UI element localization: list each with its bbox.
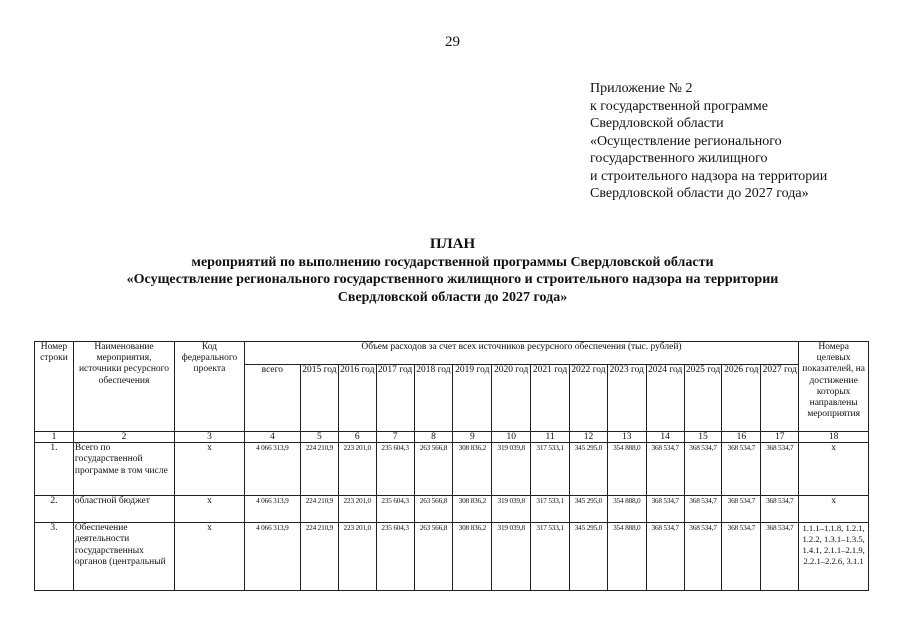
value-cell: 368 534,7: [761, 496, 799, 523]
header-expenses: Объем расходов за счет всех источников ресурсного обеспечения (тыс. рублей): [244, 342, 799, 365]
header-row-number: Номер строки: [35, 342, 74, 432]
value-cell: 223 201,0: [338, 496, 376, 523]
row-number: 2.: [35, 496, 74, 523]
row-name: Обеспечение деятельности государственных органов (центральный: [73, 523, 174, 591]
row-project-code: х: [175, 496, 245, 523]
header-year: 2023 год: [607, 365, 646, 432]
column-number: 16: [722, 432, 761, 443]
table-row: [35, 496, 869, 523]
value-cell: 317 533,1: [531, 523, 570, 591]
value-cell: 319 039,8: [492, 443, 531, 496]
value-cell: 319 039,8: [492, 496, 531, 523]
column-numbers-row: [35, 432, 869, 443]
table-row: [35, 523, 869, 591]
row-indicators: х: [799, 443, 869, 496]
header-year: 2026 год: [722, 365, 761, 432]
appendix-header: [590, 80, 890, 203]
value-cell: 4 066 313,9: [244, 496, 300, 523]
header-year: 2015 год: [300, 365, 338, 432]
column-number: 18: [799, 432, 869, 443]
row-name: Всего по государственной программе в том числе: [73, 443, 174, 496]
value-cell: 223 201,0: [338, 523, 376, 591]
column-number: 4: [244, 432, 300, 443]
plan-title-line: «Осуществление регионального государственного жилищного и строительного надзора на территории: [126, 272, 779, 287]
value-cell: 368 534,7: [722, 496, 761, 523]
header-year: 2018 год: [414, 365, 453, 432]
column-number: 6: [338, 432, 376, 443]
value-cell: 368 534,7: [722, 443, 761, 496]
row-indicators: х: [799, 496, 869, 523]
value-cell: 317 533,1: [531, 496, 570, 523]
value-cell: 224 210,9: [300, 523, 338, 591]
header-indicators: Номера целевых показателей, на достижение которых направлены мероприятия: [799, 342, 869, 432]
appendix-line: государственного жилищного: [590, 151, 768, 166]
column-number: 5: [300, 432, 338, 443]
value-cell: 308 836,2: [453, 523, 492, 591]
value-cell: 345 295,0: [570, 523, 608, 591]
value-cell: 224 210,9: [300, 443, 338, 496]
value-cell: 308 836,2: [453, 443, 492, 496]
appendix-line: Свердловской области: [590, 116, 724, 131]
value-cell: 4 066 313,9: [244, 443, 300, 496]
value-cell: 368 534,7: [646, 496, 684, 523]
column-number: 3: [175, 432, 245, 443]
value-cell: 345 295,0: [570, 443, 608, 496]
plan-table: [34, 341, 869, 591]
header-name: Наименование мероприятия, источники ресурсного обеспечения: [73, 342, 174, 432]
plan-title-line: мероприятий по выполнению государственной программы Свердловской области: [191, 254, 714, 270]
header-year: 2027 год: [761, 365, 799, 432]
value-cell: 368 534,7: [761, 523, 799, 591]
value-cell: 368 534,7: [646, 523, 684, 591]
header-year: 2024 год: [646, 365, 684, 432]
row-project-code: х: [175, 523, 245, 591]
plan-title-line: Свердловской области до 2027 года»: [337, 289, 568, 305]
column-number: 10: [492, 432, 531, 443]
value-cell: 368 534,7: [684, 496, 722, 523]
column-number: 14: [646, 432, 684, 443]
column-number: 17: [761, 432, 799, 443]
table-row: [35, 443, 869, 496]
row-indicators: 1.1.1–1.1.8, 1.2.1, 1.2.2, 1.3.1–1.3.5, 1.4.1, 2.1.1–2.1.9, 2.2.1–2.2.6, 3.1.1: [799, 523, 869, 591]
value-cell: 263 566,8: [414, 443, 453, 496]
header-year: 2016 год: [338, 365, 376, 432]
plan-title-line: ПЛАН: [429, 236, 476, 252]
value-cell: 319 039,8: [492, 523, 531, 591]
column-number: 15: [684, 432, 722, 443]
header-year: 2021 год: [531, 365, 570, 432]
column-number: 7: [376, 432, 414, 443]
column-number: 8: [414, 432, 453, 443]
column-number: 12: [570, 432, 608, 443]
value-cell: 235 604,3: [376, 496, 414, 523]
value-cell: 235 604,3: [376, 443, 414, 496]
value-cell: 368 534,7: [684, 523, 722, 591]
row-number: 1.: [35, 443, 74, 496]
appendix-line: Приложение № 2: [590, 81, 693, 96]
column-number: 1: [35, 432, 74, 443]
header-year: 2019 год: [453, 365, 492, 432]
value-cell: 224 210,9: [300, 496, 338, 523]
row-number: 3.: [35, 523, 74, 591]
page-number: 29: [445, 34, 460, 50]
row-name: областной бюджет: [73, 496, 174, 523]
header-year: 2020 год: [492, 365, 531, 432]
value-cell: 368 534,7: [646, 443, 684, 496]
appendix-line: к государственной программе: [590, 98, 768, 114]
value-cell: 354 888,0: [607, 496, 646, 523]
header-year: 2025 год: [684, 365, 722, 432]
value-cell: 4 066 313,9: [244, 523, 300, 591]
column-number: 11: [531, 432, 570, 443]
appendix-line: и строительного надзора на территории: [590, 168, 828, 184]
value-cell: 345 295,0: [570, 496, 608, 523]
header-total: всего: [244, 365, 300, 432]
column-number: 9: [453, 432, 492, 443]
value-cell: 263 566,8: [414, 496, 453, 523]
header-year: 2022 год: [570, 365, 608, 432]
value-cell: 354 888,0: [607, 523, 646, 591]
value-cell: 235 604,3: [376, 523, 414, 591]
value-cell: 368 534,7: [761, 443, 799, 496]
value-cell: 368 534,7: [722, 523, 761, 591]
column-number: 2: [73, 432, 174, 443]
plan-title: [30, 236, 875, 306]
appendix-line: Свердловской области до 2027 года»: [590, 186, 809, 201]
column-number: 13: [607, 432, 646, 443]
value-cell: 317 533,1: [531, 443, 570, 496]
header-project-code: Код федерального проекта: [175, 342, 245, 432]
value-cell: 354 888,0: [607, 443, 646, 496]
value-cell: 263 566,8: [414, 523, 453, 591]
value-cell: 368 534,7: [684, 443, 722, 496]
value-cell: 223 201,0: [338, 443, 376, 496]
header-year: 2017 год: [376, 365, 414, 432]
appendix-line: «Осуществление регионального: [590, 133, 782, 149]
value-cell: 308 836,2: [453, 496, 492, 523]
row-project-code: х: [175, 443, 245, 496]
